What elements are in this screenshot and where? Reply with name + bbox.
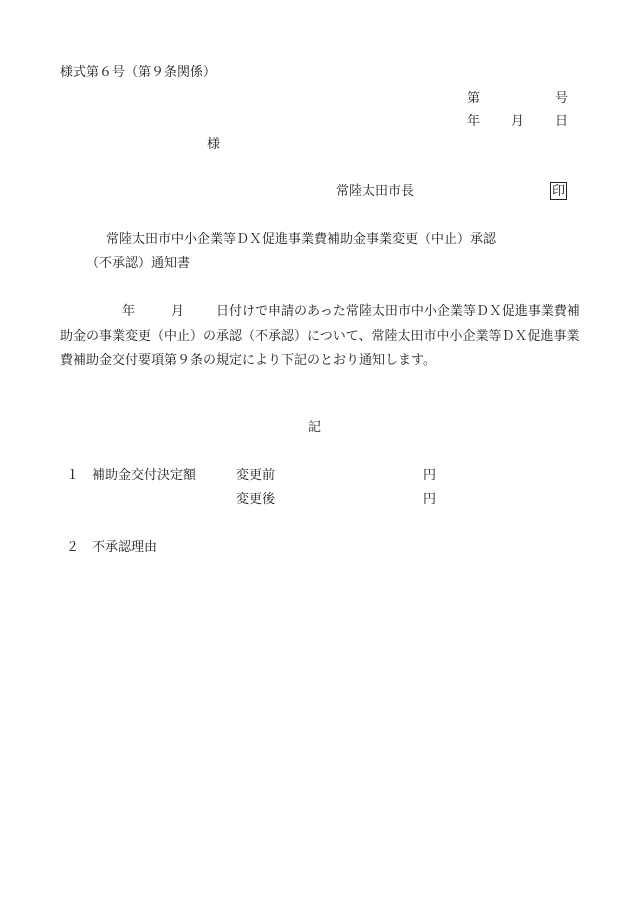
form-number: 様式第６号（第９条関係） [60,65,217,80]
item-1-label: 補助金交付決定額 [92,468,197,483]
doc-number-prefix: 第 [467,91,481,106]
item-2-label: 不承認理由 [92,540,158,555]
body-paragraph [60,300,580,374]
item-1-row-after-unit: 円 [423,492,437,507]
item-1-row-before-unit: 円 [423,468,437,483]
doc-number-suffix: 号 [555,91,569,106]
item-1-number: １ [66,468,80,483]
date-year-label: 年 [467,114,481,129]
seal-label: 印 [552,184,566,199]
document-title-line1: 常陸太田市中小企業等ＤＸ促進事業費補助金事業変更（中止）承認 [106,232,497,247]
body-text: 日付けで申請のあった常陸太田市中小企業等ＤＸ促進事業費補助金の事業変更（中止）の承認（不承認）について、常陸太田市中小企業等ＤＸ促進事業費補助金交付要項第９条の規定により下記のとおり通知します。 [60,304,580,368]
body-month-label: 月 [171,304,185,319]
ki-heading: 記 [308,420,322,435]
item-1-row-after-label: 変更後 [236,492,276,507]
seal-mark [550,182,567,200]
date-day-label: 日 [555,114,569,129]
item-2-number: ２ [66,540,80,555]
addressee-suffix: 様 [207,137,221,152]
item-1-row-before-label: 変更前 [236,468,276,483]
document-title-line2: （不承認）通知書 [86,256,191,271]
issuer-title: 常陸太田市長 [336,184,415,199]
body-year-label: 年 [122,304,136,319]
date-month-label: 月 [511,114,525,129]
